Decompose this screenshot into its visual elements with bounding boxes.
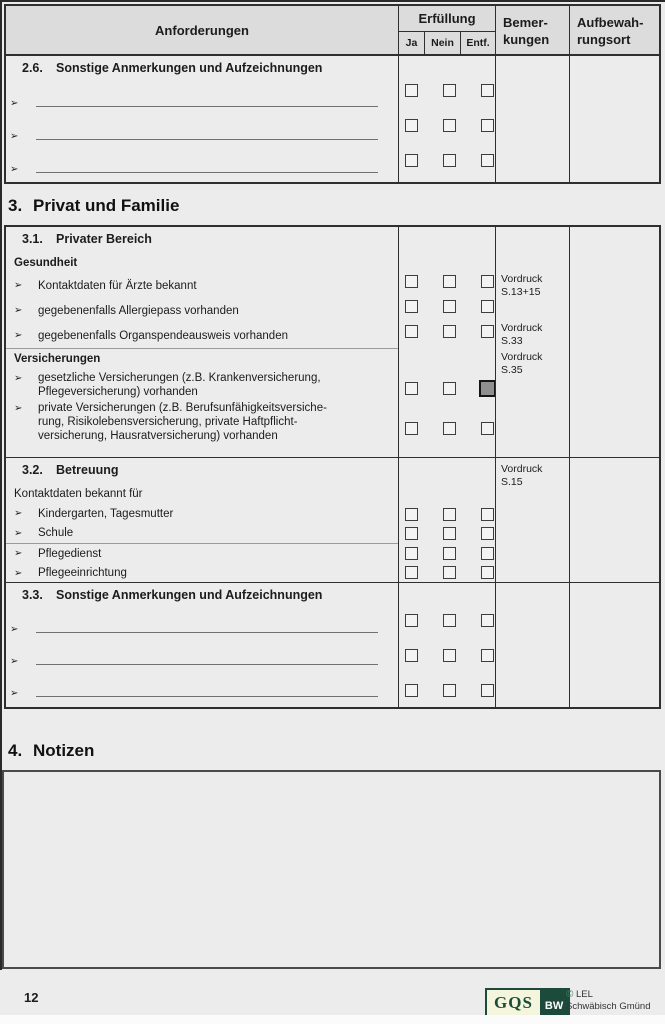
write-in-row: [12, 641, 392, 673]
checkbox-nein[interactable]: [443, 382, 456, 395]
checkbox-nein[interactable]: [443, 154, 456, 167]
checkbox-column: [398, 458, 495, 582]
blank-line[interactable]: [36, 172, 378, 173]
checkbox-ja[interactable]: [405, 300, 418, 313]
storage-cell: [569, 227, 659, 457]
section-3-2-intro: Kontaktdaten bekannt für: [14, 488, 143, 500]
checkbox-entf[interactable]: [481, 325, 494, 338]
write-in-row: [12, 673, 392, 705]
checkbox-nein[interactable]: [443, 649, 456, 662]
checkbox-column: [398, 583, 495, 707]
checkbox-ja[interactable]: [405, 566, 418, 579]
arrow-bullet-icon: ➢: [14, 330, 23, 341]
blank-line[interactable]: [36, 696, 378, 697]
checkbox-nein[interactable]: [443, 325, 456, 338]
remark-vordruck: Vordruck S.33: [501, 322, 543, 347]
remark-vordruck: Vordruck S.15: [501, 463, 543, 488]
checkbox-entf[interactable]: [481, 547, 494, 560]
arrow-bullet-icon: ➢: [10, 656, 19, 667]
checkbox-entf[interactable]: [481, 684, 494, 697]
checkbox-entf[interactable]: [481, 508, 494, 521]
arrow-bullet-icon: ➢: [10, 164, 19, 175]
checkbox-entf[interactable]: [481, 566, 494, 579]
section-3-heading: 3. Privat und Familie: [8, 196, 180, 215]
remark-vordruck: Vordruck S.35: [501, 351, 543, 376]
arrow-bullet-icon: ➢: [14, 280, 23, 291]
requirement-item: ➢ Pflegedienst: [14, 547, 102, 560]
checkbox-nein[interactable]: [443, 275, 456, 288]
column-header-erfuellung: Erfüllung Ja Nein Entf.: [398, 6, 495, 54]
section-3-1: [6, 227, 659, 457]
gqs-bw-logo: [485, 988, 570, 1018]
subsection-versicherungen: Versicherungen: [14, 353, 101, 365]
arrow-bullet-icon: ➢: [14, 305, 23, 316]
arrow-bullet-icon: ➢: [14, 508, 23, 520]
requirement-item: ➢ Pflegeeinrichtung: [14, 567, 127, 580]
blank-line[interactable]: [36, 632, 378, 633]
logo-bw-text: BW: [540, 990, 568, 1016]
checkbox-ja[interactable]: [405, 84, 418, 97]
remarks-cell: [495, 56, 569, 182]
arrow-bullet-icon: ➢: [10, 131, 19, 142]
checkbox-nein[interactable]: [443, 684, 456, 697]
blank-line[interactable]: [36, 139, 378, 140]
checkbox-ja[interactable]: [405, 547, 418, 560]
checkbox-ja[interactable]: [405, 119, 418, 132]
column-header-bemerkungen: Bemer- kungen: [495, 6, 569, 54]
section-3-2: [6, 457, 659, 582]
checkbox-ja[interactable]: [405, 508, 418, 521]
requirement-item: ➢ gegebenenfalls Organspendeausweis vorhanden: [14, 329, 288, 342]
arrow-bullet-icon: ➢: [14, 548, 23, 560]
checkbox-nein[interactable]: [443, 527, 456, 540]
write-in-row: [12, 115, 392, 148]
remarks-cell: [495, 458, 569, 582]
checkbox-ja[interactable]: [405, 527, 418, 540]
arrow-bullet-icon: ➢: [14, 373, 23, 384]
subsection-gesundheit: Gesundheit: [14, 257, 78, 269]
requirement-item: ➢ private Versicherungen (z.B. Berufsunfähigkeitsversiche- rung, Risikolebensversicherung, private Haftpflicht- versicherung, Hausratversicherung) vorhanden: [14, 402, 327, 442]
write-in-row: [12, 609, 392, 641]
requirement-item: ➢ Schule: [14, 527, 74, 540]
checkbox-entf[interactable]: [481, 275, 494, 288]
column-header-anforderungen: Anforderungen: [155, 22, 249, 38]
checkbox-ja[interactable]: [405, 275, 418, 288]
section-3-3-title: 3.3. Sonstige Anmerkungen und Aufzeichnungen: [22, 588, 323, 602]
storage-cell: [569, 458, 659, 582]
checkbox-entf[interactable]: [481, 300, 494, 313]
column-header-entf: Entf.: [460, 32, 495, 54]
checkbox-ja[interactable]: [405, 422, 418, 435]
checkbox-nein[interactable]: [443, 614, 456, 627]
checkbox-ja[interactable]: [405, 382, 418, 395]
checkbox-entf[interactable]: [481, 422, 494, 435]
requirement-item: ➢ gegebenenfalls Allergiepass vorhanden: [14, 304, 239, 317]
checkbox-entf[interactable]: [479, 380, 496, 397]
write-in-row: [12, 148, 392, 181]
column-header-aufbewahrungsort: Aufbewah- rungsort: [569, 6, 659, 54]
arrow-bullet-icon: ➢: [14, 527, 23, 539]
checkbox-ja[interactable]: [405, 649, 418, 662]
table-header-row: [6, 6, 659, 56]
remarks-cell: [495, 227, 569, 457]
arrow-bullet-icon: ➢: [10, 688, 19, 699]
blank-line[interactable]: [36, 106, 378, 107]
checkbox-ja[interactable]: [405, 325, 418, 338]
checkbox-nein[interactable]: [443, 422, 456, 435]
arrow-bullet-icon: ➢: [10, 624, 19, 635]
checklist-table-main: [4, 225, 661, 709]
publisher-credit: © LEL Schwäbisch Gmünd: [566, 989, 651, 1012]
scan-edge-top: [0, 0, 665, 2]
blank-line[interactable]: [36, 664, 378, 665]
checkbox-entf[interactable]: [481, 527, 494, 540]
remark-vordruck: Vordruck S.13+15: [501, 273, 543, 298]
section-3-3: [6, 582, 659, 707]
checkbox-entf[interactable]: [481, 614, 494, 627]
section-3-2-title: 3.2. Betreuung: [22, 463, 119, 477]
requirement-item: ➢ Kindergarten, Tagesmutter: [14, 507, 174, 520]
checkbox-entf[interactable]: [481, 119, 494, 132]
checkbox-nein[interactable]: [443, 84, 456, 97]
arrow-bullet-icon: ➢: [14, 567, 23, 579]
checkbox-ja[interactable]: [405, 154, 418, 167]
checkbox-nein[interactable]: [443, 119, 456, 132]
page-number: 12: [24, 990, 39, 1005]
write-in-row: [12, 82, 392, 115]
checkbox-nein[interactable]: [443, 566, 456, 579]
checkbox-nein[interactable]: [443, 300, 456, 313]
section-2-6-title: 2.6. Sonstige Anmerkungen und Aufzeichnungen: [22, 61, 323, 75]
arrow-bullet-icon: ➢: [14, 403, 23, 414]
checkbox-column: [398, 227, 495, 457]
requirement-item: ➢ gesetzliche Versicherungen (z.B. Krankenversicherung, Pflegeversicherung) vorhanden: [14, 372, 321, 398]
logo-gqs-text: GQS: [487, 990, 540, 1016]
checklist-table-top: [4, 4, 661, 184]
checkbox-nein[interactable]: [443, 547, 456, 560]
scan-margin-bottom: [0, 1015, 665, 1024]
checkbox-column: [398, 56, 495, 182]
checkbox-ja[interactable]: [405, 684, 418, 697]
storage-cell: [569, 583, 659, 707]
checkbox-nein[interactable]: [443, 508, 456, 521]
checkbox-ja[interactable]: [405, 614, 418, 627]
section-2-6: [6, 56, 659, 182]
copyright-icon: ©: [566, 989, 574, 1000]
section-3-1-title: 3.1. Privater Bereich: [22, 232, 152, 246]
remarks-cell: [495, 583, 569, 707]
checkbox-entf[interactable]: [481, 154, 494, 167]
section-4-heading: 4. Notizen: [8, 741, 95, 760]
arrow-bullet-icon: ➢: [10, 98, 19, 109]
requirement-item: ➢ Kontaktdaten für Ärzte bekannt: [14, 279, 197, 292]
checkbox-entf[interactable]: [481, 84, 494, 97]
notes-area[interactable]: [2, 770, 661, 969]
checkbox-entf[interactable]: [481, 649, 494, 662]
column-header-nein: Nein: [424, 32, 460, 54]
storage-cell: [569, 56, 659, 182]
column-header-ja: Ja: [405, 37, 418, 49]
